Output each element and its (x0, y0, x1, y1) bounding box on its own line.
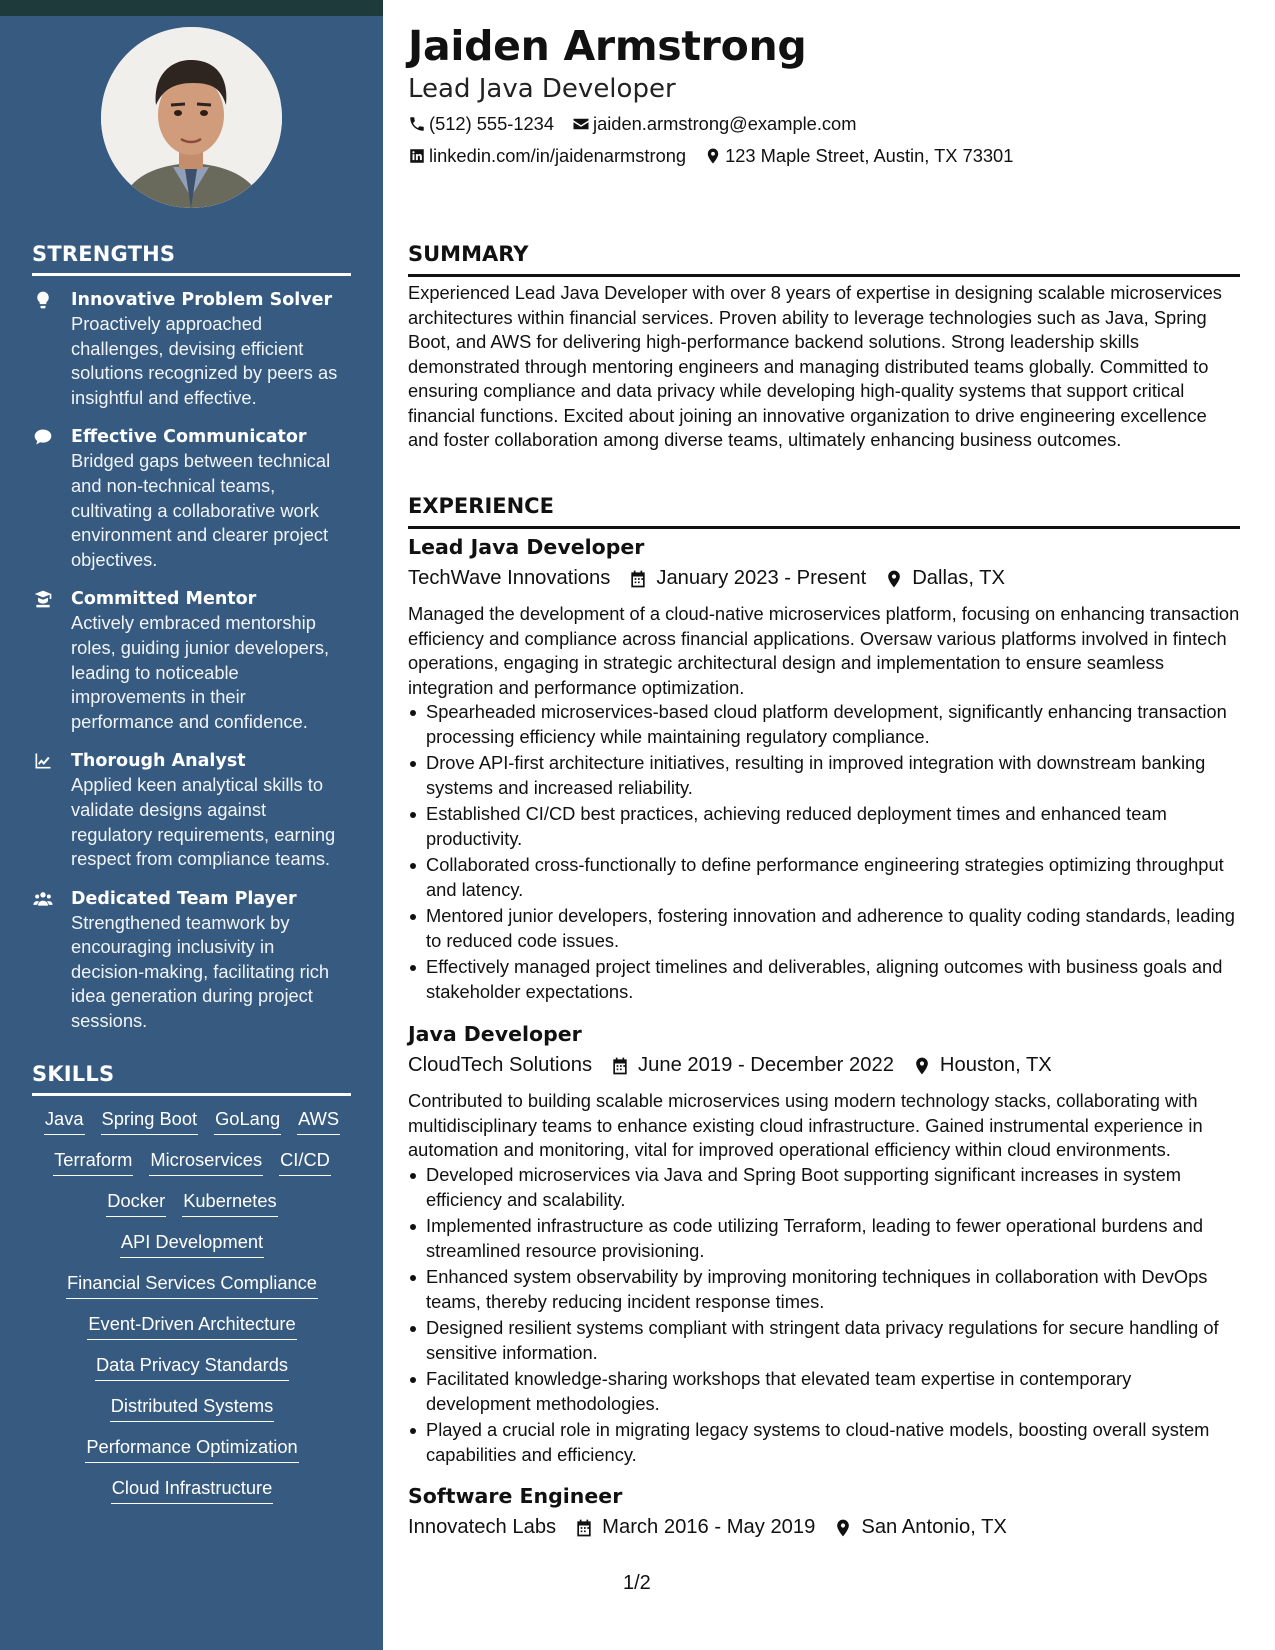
speech-bubble-icon (32, 427, 56, 447)
job-bullet: Spearheaded microservices-based cloud platform development, significantly enhancing transaction processing efficiency while maintaining regulatory compliance. (408, 700, 1240, 749)
job-location-text: San Antonio, TX (861, 1516, 1007, 1538)
job-company: TechWave Innovations (408, 567, 611, 589)
strength-description: Actively embraced mentorship roles, guiding junior developers, leading to noticeable improvements in their performance and confidence. (71, 612, 330, 732)
job-title: Java Developer (408, 1022, 582, 1046)
skills-heading: SKILLS (32, 1062, 351, 1096)
map-pin-icon (912, 1056, 932, 1076)
job-dates-text: March 2016 - May 2019 (602, 1516, 816, 1538)
lightbulb-icon (32, 290, 56, 310)
strengths-heading: STRENGTHS (32, 242, 351, 276)
strength-title: Dedicated Team Player (71, 888, 297, 909)
skill-tag: AWS (297, 1106, 340, 1135)
calendar-icon (610, 1056, 630, 1076)
skill-tag: API Development (120, 1229, 264, 1258)
job-dates (574, 1516, 815, 1539)
skill-tag: Event-Driven Architecture (87, 1311, 296, 1340)
job-company: Innovatech Labs (408, 1516, 557, 1538)
skill-tag: Performance Optimization (85, 1434, 298, 1463)
strength-item (32, 587, 352, 734)
job-bullet: Effectively managed project timelines and deliverables, aligning outcomes with business goals and stakeholder expectations. (408, 955, 1240, 1004)
linkedin-icon (408, 147, 426, 165)
summary-heading: SUMMARY (408, 242, 1240, 277)
sidebar (0, 0, 383, 1650)
job-meta (408, 1516, 1025, 1539)
skill-tag: Data Privacy Standards (95, 1352, 289, 1381)
strength-title: Thorough Analyst (71, 751, 246, 772)
skill-tag: GoLang (214, 1106, 281, 1135)
skill-tag: Cloud Infrastructure (111, 1475, 274, 1504)
map-pin-icon (704, 147, 722, 165)
phone-text: (512) 555-1234 (429, 113, 555, 134)
skills-list (32, 1106, 352, 1504)
job-dates-text: January 2023 - Present (656, 567, 867, 589)
candidate-name: Jaiden Armstrong (408, 22, 807, 70)
line-chart-icon (32, 751, 56, 771)
job-dates (628, 567, 866, 590)
job-bullets (408, 1163, 1240, 1469)
strength-description: Bridged gaps between technical and non-technical teams, cultivating a collaborative work environment and clearer project objectives. (71, 450, 331, 570)
linkedin-contact[interactable] (408, 145, 686, 167)
job-bullet: Facilitated knowledge-sharing workshops that elevated team expertise in contemporary development methodologies. (408, 1367, 1240, 1416)
users-icon (32, 889, 56, 909)
strength-item (32, 887, 352, 1034)
contact-row (408, 113, 874, 135)
candidate-title: Lead Java Developer (408, 74, 676, 104)
graduate-icon (32, 589, 56, 609)
job-title: Software Engineer (408, 1484, 623, 1508)
job-dates-text: June 2019 - December 2022 (638, 1054, 894, 1076)
skill-tag: Docker (106, 1188, 166, 1217)
summary-text: Experienced Lead Java Developer with over 8 years of expertise in designing scalable microservices architectures within financial services. Proven ability to leverage technologies such as Java, Spring Boot, and AWS for delivering high-performance backend solutions. Strong leadership skills demonstrated through mentoring engineers and managing distributed teams globally. Committed to ensuring compliance and data privacy while developing high-quality systems that support critical financial functions. Excited about joining an innovative organization to drive engineering excellence and foster collaboration among diverse teams, ultimately enhancing business outcomes. (408, 282, 1222, 450)
strength-description: Proactively approached challenges, devising efficient solutions recognized by peers as insightful and effective. (71, 313, 338, 408)
job-title: Lead Java Developer (408, 535, 645, 559)
skill-tag: Kubernetes (182, 1188, 278, 1217)
sidebar-top-bar (0, 0, 383, 16)
email-contact[interactable] (572, 113, 856, 135)
experience-heading: EXPERIENCE (408, 494, 1240, 529)
job-location-text: Dallas, TX (912, 567, 1005, 589)
skill-tag: CI/CD (279, 1147, 331, 1176)
job-meta (408, 1054, 1070, 1077)
calendar-icon (574, 1518, 594, 1538)
job-location-text: Houston, TX (939, 1054, 1052, 1076)
map-pin-icon (833, 1518, 853, 1538)
skill-tag: Terraform (53, 1147, 133, 1176)
phone-contact[interactable] (408, 113, 554, 135)
job-bullet: Mentored junior developers, fostering innovation and adherence to quality coding standards, leading to reduced code issues. (408, 904, 1240, 953)
skill-tag: Microservices (149, 1147, 263, 1176)
job-bullet: Collaborated cross-functionally to define performance engineering strategies optimizing throughput and latency. (408, 853, 1240, 902)
strength-item (32, 288, 352, 410)
contact-row (408, 145, 1031, 167)
job-bullet: Enhanced system observability by improving monitoring techniques in collaboration with DevOps teams, thereby reducing incident response times. (408, 1265, 1240, 1314)
job-bullet: Developed microservices via Java and Spring Boot supporting significant increases in system efficiency and scalability. (408, 1163, 1240, 1212)
envelope-icon (572, 115, 590, 133)
strength-title: Effective Communicator (71, 427, 307, 448)
strengths-list (32, 288, 352, 1049)
job-dates (610, 1054, 894, 1077)
strength-description: Applied keen analytical skills to validate designs against regulatory requirements, earning respect from compliance teams. (71, 774, 336, 870)
linkedin-text: linkedin.com/in/jaidenarmstrong (429, 145, 687, 166)
strength-item (32, 749, 352, 871)
calendar-icon (628, 569, 648, 589)
strength-item (32, 425, 352, 572)
job-location (884, 567, 1005, 590)
email-text: jaiden.armstrong@example.com (593, 113, 857, 134)
skill-tag: Distributed Systems (110, 1393, 275, 1422)
job-bullet: Implemented infrastructure as code utilizing Terraform, leading to fewer operational burdens and streamlined resource provisioning. (408, 1214, 1240, 1263)
address-contact (704, 145, 1013, 167)
profile-photo (101, 27, 282, 208)
job-bullet: Established CI/CD best practices, achieving reduced deployment times and enhanced team productivity. (408, 802, 1240, 851)
job-company: CloudTech Solutions (408, 1054, 593, 1076)
job-bullet: Drove API-first architecture initiatives, resulting in improved integration with downstream banking systems and increased reliability. (408, 751, 1240, 800)
skill-tag: Spring Boot (101, 1106, 199, 1135)
strength-description: Strengthened teamwork by encouraging inclusivity in decision-making, facilitating rich idea generation during project sessions. (71, 911, 330, 1032)
address-text: 123 Maple Street, Austin, TX 73301 (725, 145, 1014, 166)
job-location (912, 1054, 1052, 1077)
job-location (833, 1516, 1007, 1539)
job-bullet: Designed resilient systems compliant with stringent data privacy regulations for secure handling of sensitive information. (408, 1316, 1240, 1365)
phone-icon (408, 115, 426, 133)
job-description: Managed the development of a cloud-native microservices platform, focusing on enhancing transaction efficiency and compliance across financial applications. Oversaw various platforms involved in fintech operations, engaging in strategic architectural design and implementation to ensure seamless integration and performance optimization. (408, 603, 1240, 698)
profile-photo-image (101, 27, 282, 208)
skill-tag: Financial Services Compliance (66, 1270, 318, 1299)
skill-tag: Java (44, 1106, 85, 1135)
job-description: Contributed to building scalable microservices using modern technology stacks, collaborating with multidisciplinary teams to enhance existing cloud infrastructure. Gained instrumental experience in automation and monitoring, vital for improved operational efficiency within cloud environments. (408, 1090, 1203, 1160)
map-pin-icon (884, 569, 904, 589)
strength-title: Committed Mentor (71, 589, 257, 610)
job-bullets (408, 700, 1240, 1006)
job-meta (408, 567, 1023, 590)
job-bullet: Played a crucial role in migrating legacy systems to cloud-native models, boosting overall system capabilities and efficiency. (408, 1418, 1240, 1467)
strength-title: Innovative Problem Solver (71, 290, 333, 310)
page-number: 1/2 (623, 1572, 651, 1594)
